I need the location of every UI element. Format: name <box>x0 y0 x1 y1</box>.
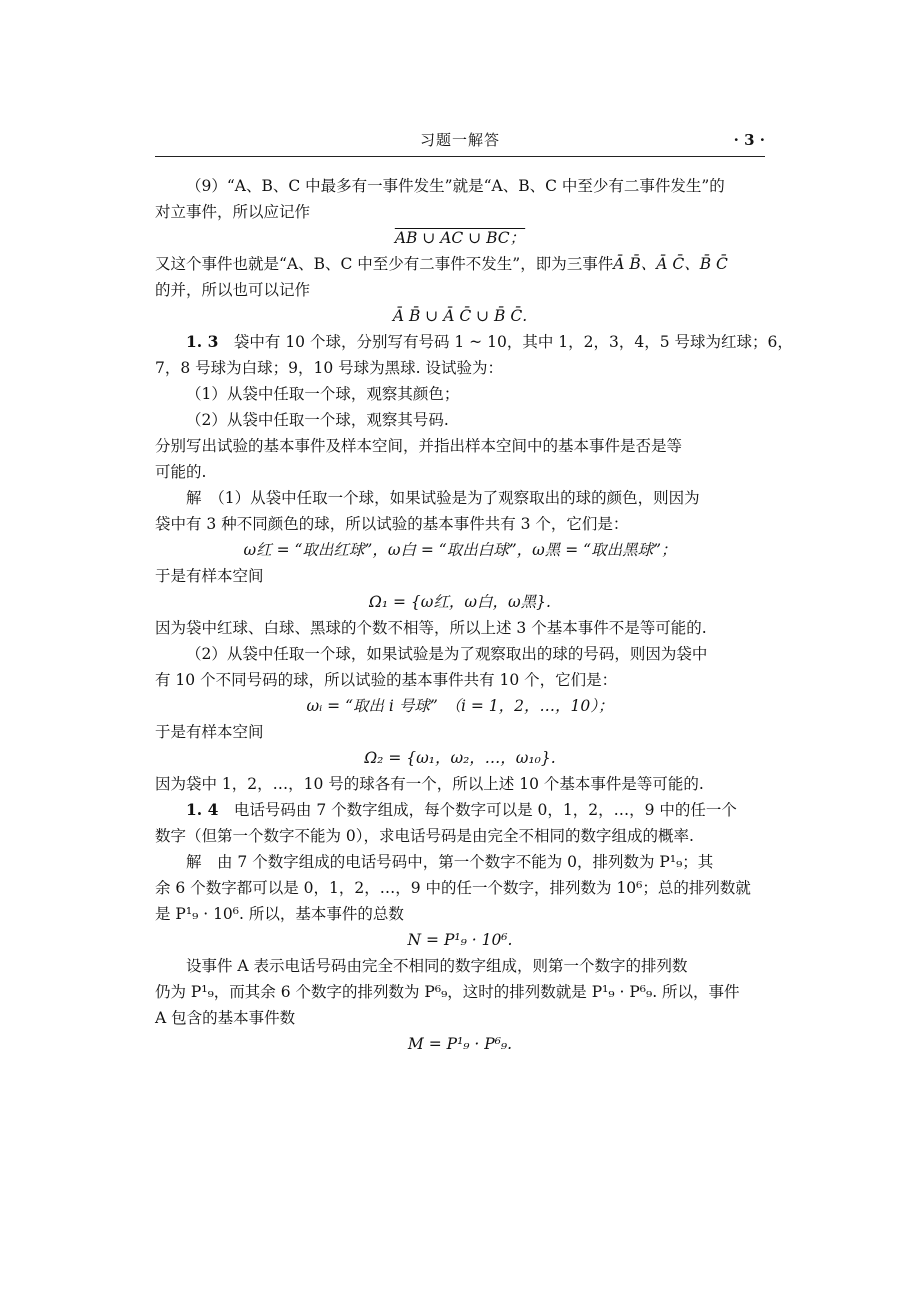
solution-3-line-1: 解 由 7 个数字组成的电话号码中，第一个数字不能为 0，排列数为 P¹₉；其 <box>186 853 714 871</box>
p9-line-3-events: Ā B̄、Ā C̄、B̄ C̄ <box>613 255 728 273</box>
problem-1-4 <box>186 798 765 822</box>
formula-complement <box>155 226 765 250</box>
formula-sample-space-1 <box>155 590 765 614</box>
formula-favorable-count <box>155 1032 765 1056</box>
solution-1-line-4: 因为袋中红球、白球、黑球的个数不相等，所以上述 3 个基本事件不是等可能的. <box>155 619 707 637</box>
formula-total-count <box>155 928 765 952</box>
formula-sample-space-2 <box>155 746 765 770</box>
formula-text: M = P¹₉ · P⁶₉. <box>407 1035 513 1053</box>
solution-4-line-3: A 包含的基本事件数 <box>155 1009 296 1027</box>
chapter-title: 习题一解答 <box>419 131 500 149</box>
p9-line-1: （9）“A、B、C 中最多有一事件发生”就是“A、B、C 中至少有二事件发生”的 <box>186 177 725 195</box>
problem-1-3-line-3: 分别写出试验的基本事件及样本空间，并指出样本空间中的基本事件是否是等 <box>155 437 683 455</box>
solution-3-line-3: 是 P¹₉ · 10⁶. 所以，基本事件的总数 <box>155 905 404 923</box>
formula-text: ω红 = “取出红球”，ω白 = “取出白球”，ω黑 = “取出黑球”； <box>243 541 677 559</box>
formula-color-events <box>155 538 765 562</box>
problem-number: 1. 4 <box>186 800 219 819</box>
formula-text: Ā B̄ ∪ Ā C̄ ∪ B̄ C̄. <box>392 307 528 325</box>
problem-text: 电话号码由 7 个数字组成，每个数字可以是 0，1，2，…，9 中的任一个 <box>233 801 737 819</box>
problem-number: 1. 3 <box>186 332 219 351</box>
problem-1-3-item-2: （2）从袋中任取一个球，观察其号码. <box>186 411 449 429</box>
formula-number-events <box>155 694 765 718</box>
running-header <box>155 124 765 157</box>
p9-line-2: 对立事件，所以应记作 <box>155 203 311 221</box>
solution-4-line-2: 仍为 P¹₉，而其余 6 个数字的排列数为 P⁶₉，这时的排列数就是 P¹₉ · P⁶₉. 所以，事件 <box>155 983 740 1001</box>
problem-1-3-line-2: 7，8 号球为白球；9，10 号球为黑球. 设试验为： <box>155 359 504 377</box>
solution-2-line-1: （2）从袋中任取一个球，如果试验是为了观察取出的球的号码，则因为袋中 <box>186 645 708 663</box>
solution-1-line-1: 解 （1）从袋中任取一个球，如果试验是为了观察取出的球的颜色，则因为 <box>186 489 700 507</box>
problem-1-4-line-2: 数字（但第一个数字不能为 0），求电话号码是由完全不相同的数字组成的概率. <box>155 827 694 845</box>
solution-2-line-3: 于是有样本空间 <box>155 723 264 741</box>
solution-2-line-2: 有 10 个不同号码的球，所以试验的基本事件共有 10 个，它们是： <box>155 671 618 689</box>
solution-3-line-2: 余 6 个数字都可以是 0，1，2，…，9 中的任一个数字，排列数为 10⁶；总的排列数就 <box>155 879 751 897</box>
problem-1-3-item-1: （1）从袋中任取一个球，观察其颜色； <box>186 385 460 403</box>
problem-1-3 <box>186 330 793 354</box>
solution-4-line-1: 设事件 A 表示电话号码由完全不相同的数字组成，则第一个数字的排列数 <box>186 957 688 975</box>
p9-line-3 <box>155 252 765 276</box>
formula-union <box>155 304 765 328</box>
formula-text: N = P¹₉ · 10⁶. <box>407 931 513 949</box>
solution-1-line-3: 于是有样本空间 <box>155 567 264 585</box>
solution-2-line-4: 因为袋中 1，2，…，10 号的球各有一个，所以上述 10 个基本事件是等可能的. <box>155 775 704 793</box>
page-number: · 3 · <box>733 131 765 149</box>
problem-1-3-line-4: 可能的. <box>155 463 207 481</box>
formula-text: AB ∪ AC ∪ BC； <box>394 229 526 247</box>
p9-line-4: 的并，所以也可以记作 <box>155 281 311 299</box>
p9-line-3-text: 又这个事件也就是“A、B、C 中至少有二事件不发生”，即为三事件 <box>155 255 614 273</box>
formula-text: Ω₂ = {ω₁，ω₂，…，ω₁₀}. <box>364 749 556 767</box>
solution-1-line-2: 袋中有 3 种不同颜色的球，所以试验的基本事件共有 3 个，它们是： <box>155 515 629 533</box>
formula-text: Ω₁ = {ω红，ω白，ω黑}. <box>369 593 551 611</box>
formula-text: ωᵢ = “取出 i 号球” （i = 1，2，…，10）； <box>306 697 614 715</box>
problem-text: 袋中有 10 个球，分别写有号码 1 ~ 10，其中 1，2，3，4，5 号球为红球；6， <box>233 333 793 351</box>
